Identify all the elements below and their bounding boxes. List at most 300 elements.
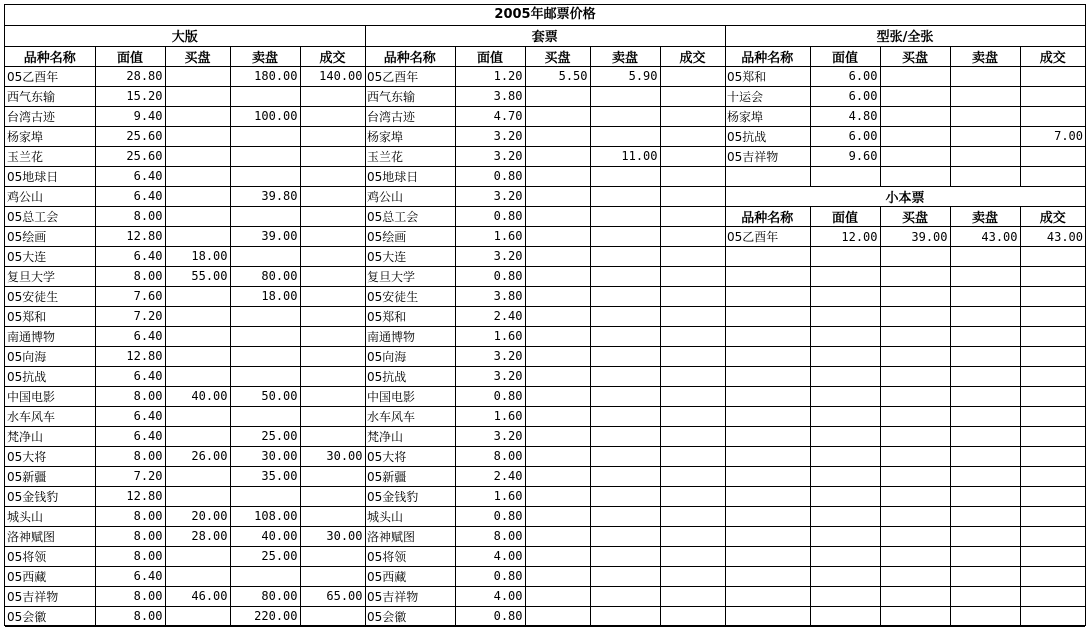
empty-cell[interactable] [1020, 447, 1085, 467]
price-cell[interactable]: 4.00 [455, 546, 525, 566]
stamp-name-cell[interactable]: 05总工会 [5, 206, 95, 226]
price-cell[interactable]: 12.00 [810, 227, 880, 247]
price-cell[interactable] [525, 86, 590, 106]
price-cell[interactable] [165, 486, 230, 506]
empty-cell[interactable] [725, 587, 810, 607]
stamp-name-cell[interactable]: 05安徒生 [5, 286, 95, 306]
price-cell[interactable]: 43.00 [950, 227, 1020, 247]
price-cell[interactable] [660, 606, 725, 626]
price-cell[interactable] [660, 306, 725, 326]
price-cell[interactable] [525, 466, 590, 486]
empty-cell[interactable] [950, 607, 1020, 627]
stamp-name-cell[interactable]: 杨家埠 [5, 126, 95, 146]
empty-cell[interactable] [1020, 607, 1085, 627]
price-cell[interactable] [525, 566, 590, 586]
price-cell[interactable] [590, 346, 660, 366]
empty-cell[interactable] [880, 307, 950, 327]
price-cell[interactable] [660, 186, 725, 206]
price-cell[interactable]: 43.00 [1020, 227, 1085, 247]
price-cell[interactable] [525, 186, 590, 206]
price-cell[interactable]: 40.00 [165, 386, 230, 406]
price-cell[interactable] [660, 266, 725, 286]
empty-cell[interactable] [1020, 387, 1085, 407]
price-cell[interactable] [525, 106, 590, 126]
price-cell[interactable] [165, 146, 230, 166]
stamp-name-cell[interactable]: 05大连 [5, 246, 95, 266]
price-cell[interactable]: 8.00 [95, 386, 165, 406]
price-cell[interactable] [165, 186, 230, 206]
price-cell[interactable] [660, 226, 725, 246]
price-cell[interactable] [525, 586, 590, 606]
price-cell[interactable] [1020, 106, 1085, 126]
empty-cell[interactable] [725, 427, 810, 447]
empty-cell[interactable] [880, 467, 950, 487]
price-cell[interactable] [660, 146, 725, 166]
empty-cell[interactable] [950, 347, 1020, 367]
empty-cell[interactable] [810, 567, 880, 587]
price-cell[interactable]: 8.00 [95, 526, 165, 546]
stamp-name-cell[interactable]: 05新疆 [5, 466, 95, 486]
empty-cell[interactable] [1020, 287, 1085, 307]
empty-cell[interactable] [1020, 247, 1085, 267]
empty-cell[interactable] [810, 487, 880, 507]
empty-cell[interactable] [950, 387, 1020, 407]
price-cell[interactable] [660, 166, 725, 186]
empty-cell[interactable] [725, 247, 810, 267]
stamp-name-cell[interactable]: 城头山 [5, 506, 95, 526]
stamp-name-cell[interactable]: 台湾古迹 [365, 106, 455, 126]
empty-cell[interactable] [950, 507, 1020, 527]
price-cell[interactable] [525, 326, 590, 346]
price-cell[interactable]: 0.80 [455, 266, 525, 286]
price-cell[interactable] [300, 126, 365, 146]
empty-cell[interactable] [810, 427, 880, 447]
price-cell[interactable] [165, 426, 230, 446]
price-cell[interactable] [590, 186, 660, 206]
price-cell[interactable] [590, 406, 660, 426]
price-cell[interactable] [165, 406, 230, 426]
empty-cell[interactable] [1020, 587, 1085, 607]
price-cell[interactable] [300, 186, 365, 206]
price-cell[interactable]: 8.00 [95, 446, 165, 466]
price-cell[interactable] [525, 346, 590, 366]
empty-cell[interactable] [810, 547, 880, 567]
empty-cell[interactable] [1020, 527, 1085, 547]
empty-cell[interactable] [880, 567, 950, 587]
price-cell[interactable]: 12.80 [95, 486, 165, 506]
empty-cell[interactable] [810, 387, 880, 407]
empty-cell[interactable] [725, 287, 810, 307]
empty-cell[interactable] [1020, 367, 1085, 387]
price-cell[interactable] [165, 106, 230, 126]
price-cell[interactable] [590, 506, 660, 526]
empty-cell[interactable] [880, 527, 950, 547]
price-cell[interactable]: 3.20 [455, 426, 525, 446]
price-cell[interactable]: 65.00 [300, 586, 365, 606]
price-cell[interactable] [165, 546, 230, 566]
price-cell[interactable]: 6.40 [95, 166, 165, 186]
stamp-name-cell[interactable]: 05安徒生 [365, 286, 455, 306]
price-cell[interactable]: 46.00 [165, 586, 230, 606]
price-cell[interactable] [660, 246, 725, 266]
price-cell[interactable] [165, 286, 230, 306]
price-cell[interactable] [590, 106, 660, 126]
price-cell[interactable] [1020, 66, 1085, 86]
price-cell[interactable]: 4.00 [455, 586, 525, 606]
price-cell[interactable]: 8.00 [455, 446, 525, 466]
empty-cell[interactable] [810, 247, 880, 267]
price-cell[interactable] [525, 446, 590, 466]
price-cell[interactable]: 6.40 [95, 186, 165, 206]
empty-cell[interactable] [1020, 327, 1085, 347]
empty-cell[interactable] [880, 427, 950, 447]
price-cell[interactable]: 8.00 [95, 266, 165, 286]
empty-cell[interactable] [1020, 507, 1085, 527]
price-cell[interactable] [230, 206, 300, 226]
price-cell[interactable] [525, 286, 590, 306]
price-cell[interactable] [590, 226, 660, 246]
price-cell[interactable]: 6.40 [95, 246, 165, 266]
price-cell[interactable]: 9.60 [810, 146, 880, 166]
price-cell[interactable]: 18.00 [230, 286, 300, 306]
price-cell[interactable]: 1.60 [455, 226, 525, 246]
empty-cell[interactable] [810, 367, 880, 387]
price-cell[interactable]: 3.20 [455, 146, 525, 166]
price-cell[interactable]: 220.00 [230, 606, 300, 626]
price-cell[interactable]: 0.80 [455, 606, 525, 626]
empty-cell[interactable] [725, 267, 810, 287]
stamp-name-cell[interactable]: 05会徽 [5, 606, 95, 626]
price-cell[interactable] [660, 486, 725, 506]
price-cell[interactable]: 3.20 [455, 186, 525, 206]
price-cell[interactable] [165, 306, 230, 326]
price-cell[interactable]: 0.80 [455, 206, 525, 226]
price-cell[interactable]: 3.80 [455, 286, 525, 306]
empty-cell[interactable] [950, 307, 1020, 327]
price-cell[interactable]: 0.80 [455, 166, 525, 186]
price-cell[interactable] [525, 266, 590, 286]
price-cell[interactable]: 12.80 [95, 226, 165, 246]
stamp-name-cell[interactable]: 梵净山 [5, 426, 95, 446]
price-cell[interactable] [300, 286, 365, 306]
empty-cell[interactable] [950, 367, 1020, 387]
empty-cell[interactable] [810, 327, 880, 347]
price-cell[interactable] [300, 146, 365, 166]
stamp-name-cell[interactable]: 西气东输 [5, 86, 95, 106]
price-cell[interactable] [660, 66, 725, 86]
empty-cell[interactable] [810, 347, 880, 367]
empty-cell[interactable] [950, 427, 1020, 447]
price-cell[interactable] [660, 86, 725, 106]
price-cell[interactable] [590, 386, 660, 406]
stamp-name-cell[interactable]: 05大连 [365, 246, 455, 266]
stamp-name-cell[interactable]: 05大将 [5, 446, 95, 466]
price-cell[interactable] [230, 326, 300, 346]
empty-cell[interactable] [880, 547, 950, 567]
price-cell[interactable] [950, 86, 1020, 106]
price-cell[interactable] [525, 366, 590, 386]
price-cell[interactable] [590, 446, 660, 466]
empty-cell[interactable] [810, 166, 880, 186]
empty-cell[interactable] [950, 327, 1020, 347]
empty-cell[interactable] [880, 287, 950, 307]
stamp-name-cell[interactable]: 05吉祥物 [5, 586, 95, 606]
stamp-name-cell[interactable]: 05绘画 [5, 226, 95, 246]
stamp-name-cell[interactable]: 南通博物 [365, 326, 455, 346]
empty-cell[interactable] [950, 447, 1020, 467]
empty-cell[interactable] [810, 607, 880, 627]
empty-cell[interactable] [1020, 487, 1085, 507]
stamp-name-cell[interactable]: 05吉祥物 [725, 146, 810, 166]
stamp-name-cell[interactable]: 05西藏 [365, 566, 455, 586]
price-cell[interactable] [165, 346, 230, 366]
stamp-name-cell[interactable]: 洛神赋图 [5, 526, 95, 546]
price-cell[interactable]: 5.90 [590, 66, 660, 86]
price-cell[interactable] [590, 266, 660, 286]
price-cell[interactable]: 8.00 [95, 506, 165, 526]
price-cell[interactable] [590, 326, 660, 346]
stamp-name-cell[interactable]: 杨家埠 [725, 106, 810, 126]
price-cell[interactable] [230, 126, 300, 146]
price-cell[interactable] [660, 106, 725, 126]
stamp-name-cell[interactable]: 十运会 [725, 86, 810, 106]
price-cell[interactable] [300, 426, 365, 446]
price-cell[interactable]: 1.60 [455, 406, 525, 426]
stamp-name-cell[interactable]: 05大将 [365, 446, 455, 466]
empty-cell[interactable] [725, 307, 810, 327]
price-cell[interactable] [230, 146, 300, 166]
price-cell[interactable] [660, 506, 725, 526]
price-cell[interactable] [165, 206, 230, 226]
price-cell[interactable] [230, 366, 300, 386]
price-cell[interactable] [300, 486, 365, 506]
price-cell[interactable] [590, 166, 660, 186]
price-cell[interactable]: 40.00 [230, 526, 300, 546]
empty-cell[interactable] [725, 467, 810, 487]
empty-cell[interactable] [950, 527, 1020, 547]
stamp-name-cell[interactable]: 05会徽 [365, 606, 455, 626]
price-cell[interactable] [300, 386, 365, 406]
price-cell[interactable] [165, 166, 230, 186]
empty-cell[interactable] [880, 507, 950, 527]
stamp-name-cell[interactable]: 05乙酉年 [365, 66, 455, 86]
price-cell[interactable]: 11.00 [590, 146, 660, 166]
stamp-name-cell[interactable]: 05金钱豹 [5, 486, 95, 506]
stamp-name-cell[interactable]: 05吉祥物 [365, 586, 455, 606]
empty-cell[interactable] [880, 247, 950, 267]
price-cell[interactable] [300, 466, 365, 486]
price-cell[interactable] [230, 566, 300, 586]
price-cell[interactable] [300, 86, 365, 106]
empty-cell[interactable] [1020, 567, 1085, 587]
stamp-name-cell[interactable]: 05郑和 [365, 306, 455, 326]
price-cell[interactable] [525, 246, 590, 266]
stamp-name-cell[interactable]: 鸡公山 [5, 186, 95, 206]
price-cell[interactable] [525, 546, 590, 566]
stamp-name-cell[interactable]: 05地球日 [5, 166, 95, 186]
empty-cell[interactable] [950, 487, 1020, 507]
price-cell[interactable] [660, 386, 725, 406]
price-cell[interactable]: 18.00 [165, 246, 230, 266]
price-cell[interactable]: 12.80 [95, 346, 165, 366]
price-cell[interactable] [660, 566, 725, 586]
price-cell[interactable] [660, 406, 725, 426]
price-cell[interactable] [660, 206, 725, 226]
price-cell[interactable]: 7.60 [95, 286, 165, 306]
empty-cell[interactable] [1020, 307, 1085, 327]
stamp-name-cell[interactable]: 05金钱豹 [365, 486, 455, 506]
stamp-name-cell[interactable]: 梵净山 [365, 426, 455, 446]
empty-cell[interactable] [950, 467, 1020, 487]
price-cell[interactable] [590, 526, 660, 546]
price-cell[interactable]: 7.20 [95, 306, 165, 326]
price-cell[interactable]: 1.60 [455, 486, 525, 506]
empty-cell[interactable] [725, 166, 810, 186]
price-cell[interactable]: 2.40 [455, 306, 525, 326]
empty-cell[interactable] [880, 487, 950, 507]
price-cell[interactable] [300, 366, 365, 386]
price-cell[interactable] [525, 166, 590, 186]
empty-cell[interactable] [1020, 467, 1085, 487]
price-cell[interactable] [165, 126, 230, 146]
price-cell[interactable]: 2.40 [455, 466, 525, 486]
price-cell[interactable] [525, 386, 590, 406]
price-cell[interactable] [165, 326, 230, 346]
price-cell[interactable] [300, 326, 365, 346]
price-cell[interactable]: 6.40 [95, 566, 165, 586]
price-cell[interactable] [300, 246, 365, 266]
price-cell[interactable]: 3.80 [455, 86, 525, 106]
price-cell[interactable] [525, 526, 590, 546]
price-cell[interactable]: 4.80 [810, 106, 880, 126]
price-cell[interactable] [525, 306, 590, 326]
stamp-name-cell[interactable]: 鸡公山 [365, 186, 455, 206]
empty-cell[interactable] [880, 447, 950, 467]
price-cell[interactable] [300, 606, 365, 626]
price-cell[interactable] [165, 566, 230, 586]
price-cell[interactable]: 6.40 [95, 406, 165, 426]
price-cell[interactable]: 39.80 [230, 186, 300, 206]
empty-cell[interactable] [810, 287, 880, 307]
price-cell[interactable] [660, 466, 725, 486]
price-cell[interactable] [300, 546, 365, 566]
stamp-name-cell[interactable]: 水车风车 [365, 406, 455, 426]
price-cell[interactable] [950, 126, 1020, 146]
stamp-name-cell[interactable]: 05向海 [5, 346, 95, 366]
price-cell[interactable] [660, 366, 725, 386]
price-cell[interactable]: 30.00 [300, 446, 365, 466]
price-cell[interactable] [590, 566, 660, 586]
price-cell[interactable] [660, 586, 725, 606]
price-cell[interactable] [660, 286, 725, 306]
empty-cell[interactable] [950, 547, 1020, 567]
empty-cell[interactable] [725, 507, 810, 527]
stamp-name-cell[interactable]: 05将领 [5, 546, 95, 566]
empty-cell[interactable] [725, 487, 810, 507]
price-cell[interactable]: 3.20 [455, 346, 525, 366]
price-cell[interactable] [525, 226, 590, 246]
price-cell[interactable] [590, 546, 660, 566]
price-cell[interactable] [300, 106, 365, 126]
price-cell[interactable]: 7.00 [1020, 126, 1085, 146]
price-cell[interactable]: 25.00 [230, 546, 300, 566]
price-cell[interactable]: 25.60 [95, 146, 165, 166]
price-cell[interactable] [1020, 146, 1085, 166]
stamp-name-cell[interactable]: 05乙酉年 [725, 227, 810, 247]
price-cell[interactable]: 6.00 [810, 126, 880, 146]
price-cell[interactable] [660, 526, 725, 546]
price-cell[interactable] [590, 366, 660, 386]
price-cell[interactable] [950, 66, 1020, 86]
price-cell[interactable] [165, 366, 230, 386]
price-cell[interactable] [165, 606, 230, 626]
price-cell[interactable] [525, 486, 590, 506]
price-cell[interactable] [525, 606, 590, 626]
stamp-name-cell[interactable]: 05地球日 [365, 166, 455, 186]
price-cell[interactable] [880, 126, 950, 146]
price-cell[interactable] [1020, 86, 1085, 106]
price-cell[interactable]: 1.60 [455, 326, 525, 346]
price-cell[interactable] [880, 146, 950, 166]
empty-cell[interactable] [950, 166, 1020, 186]
stamp-name-cell[interactable]: 05抗战 [725, 126, 810, 146]
price-cell[interactable]: 8.00 [95, 206, 165, 226]
stamp-name-cell[interactable]: 洛神赋图 [365, 526, 455, 546]
empty-cell[interactable] [810, 307, 880, 327]
price-cell[interactable]: 180.00 [230, 66, 300, 86]
stamp-name-cell[interactable]: 05抗战 [365, 366, 455, 386]
price-cell[interactable] [165, 466, 230, 486]
price-cell[interactable] [525, 126, 590, 146]
price-cell[interactable] [230, 166, 300, 186]
price-cell[interactable]: 3.20 [455, 366, 525, 386]
empty-cell[interactable] [725, 387, 810, 407]
empty-cell[interactable] [950, 247, 1020, 267]
price-cell[interactable] [230, 306, 300, 326]
stamp-name-cell[interactable]: 05新疆 [365, 466, 455, 486]
price-cell[interactable]: 15.20 [95, 86, 165, 106]
price-cell[interactable] [230, 486, 300, 506]
stamp-name-cell[interactable]: 台湾古迹 [5, 106, 95, 126]
price-cell[interactable]: 28.00 [165, 526, 230, 546]
price-cell[interactable] [660, 546, 725, 566]
price-cell[interactable] [590, 126, 660, 146]
stamp-name-cell[interactable]: 复旦大学 [5, 266, 95, 286]
stamp-name-cell[interactable]: 05郑和 [5, 306, 95, 326]
price-cell[interactable] [300, 226, 365, 246]
empty-cell[interactable] [725, 347, 810, 367]
price-cell[interactable]: 80.00 [230, 586, 300, 606]
price-cell[interactable] [660, 446, 725, 466]
empty-cell[interactable] [880, 587, 950, 607]
price-cell[interactable]: 6.40 [95, 426, 165, 446]
price-cell[interactable] [300, 506, 365, 526]
price-cell[interactable] [590, 286, 660, 306]
empty-cell[interactable] [880, 347, 950, 367]
price-cell[interactable] [300, 306, 365, 326]
price-cell[interactable]: 8.00 [95, 546, 165, 566]
price-cell[interactable]: 6.00 [810, 66, 880, 86]
price-cell[interactable]: 8.00 [95, 586, 165, 606]
price-cell[interactable]: 5.50 [525, 66, 590, 86]
price-cell[interactable]: 20.00 [165, 506, 230, 526]
empty-cell[interactable] [725, 547, 810, 567]
price-cell[interactable] [230, 246, 300, 266]
stamp-name-cell[interactable]: 05将领 [365, 546, 455, 566]
price-cell[interactable] [660, 346, 725, 366]
price-cell[interactable] [590, 86, 660, 106]
empty-cell[interactable] [950, 287, 1020, 307]
